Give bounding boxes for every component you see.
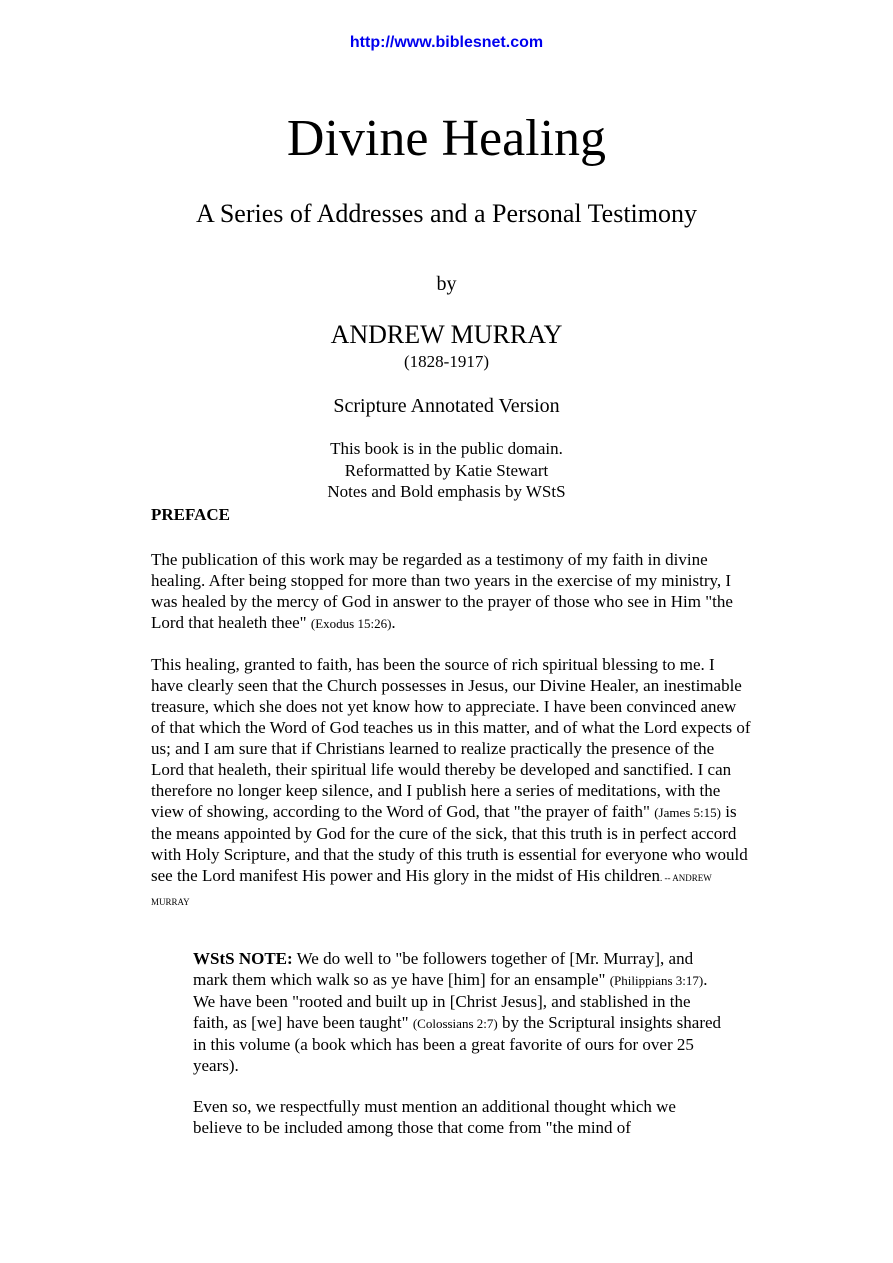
paragraph-text: This healing, granted to faith, has been the source of rich spiritual blessing to me. I have clearly seen that the Church possesses in Jesus, our Divine Healer, an inestimable treasure, which she does not yet know how to appreciate. I have been convinced anew of that which the Word of God teaches us in this matter, and of what the Lord expects of us; and I am sure that if Christians learned to realize practically the presence of the Lord that healeth, their spiritual life would thereby be developed and sanctified. I can therefore no longer keep silence, and I publish here a series of meditations, with the view of showing, according to the Word of God, that "the prayer of faith" <box>151 655 751 821</box>
author-signature: . -- ANDREW MURRAY <box>151 873 712 907</box>
book-subtitle: A Series of Addresses and a Personal Testimony <box>195 199 698 228</box>
public-domain-line: This book is in the public domain. <box>330 439 563 458</box>
paragraph-text: . We have been "rooted and built up in [Christ Jesus], and stablished in the faith, as [we] have been taught" <box>193 970 708 1032</box>
wsts-note-paragraph-1 <box>193 948 723 1076</box>
publication-info <box>0 438 893 503</box>
paragraph-text: The publication of this work may be regarded as a testimony of my faith in divine healing. After being stopped for more than two years in the exercise of my ministry, I was healed by the mercy of God in answer to the prayer of those who see in Him "the Lord that healeth thee" <box>151 550 733 632</box>
author-name: ANDREW MURRAY <box>330 320 563 349</box>
preface-heading: PREFACE <box>151 505 231 524</box>
preface-paragraph-1 <box>151 549 751 634</box>
paragraph-text: is the means appointed by God for the cure of the sick, that this truth is in perfect accord with Holy Scripture, and that the study of this truth is essential for everyone who would see the Lord manifest His power and His glory in the midst of His children <box>151 802 748 885</box>
paragraph-text: by the Scriptural insights shared in this volume (a book which has been a great favorite of ours for over 25 years). <box>193 1013 722 1075</box>
wsts-note-paragraph-2: Even so, we respectfully must mention an additional thought which we believe to be included among those that come from "the mind of <box>193 1097 676 1137</box>
by-line: by <box>436 273 457 295</box>
scripture-reference: (Exodus 15:26) <box>310 616 392 631</box>
paragraph-text: . <box>391 613 396 632</box>
scripture-reference: (Philippians 3:17) <box>609 973 704 988</box>
author-dates: (1828-1917) <box>404 352 489 371</box>
paragraph-text: We do well to "be followers together of [Mr. Murray], and mark them which walk so as ye have [him] for an ensample" <box>193 949 694 989</box>
preface-paragraph-2 <box>151 654 751 913</box>
scripture-reference: (Colossians 2:7) <box>412 1016 498 1031</box>
book-title: Divine Healing <box>286 110 607 167</box>
reformatted-line: Reformatted by Katie Stewart <box>344 460 549 480</box>
scripture-reference: (James 5:15) <box>654 805 721 820</box>
edition-label: Scripture Annotated Version <box>333 395 560 417</box>
notes-line: Notes and Bold emphasis by WStS <box>327 482 566 501</box>
site-url-link[interactable]: http://www.biblesnet.com <box>349 34 544 51</box>
note-label: WStS NOTE: <box>193 949 293 968</box>
